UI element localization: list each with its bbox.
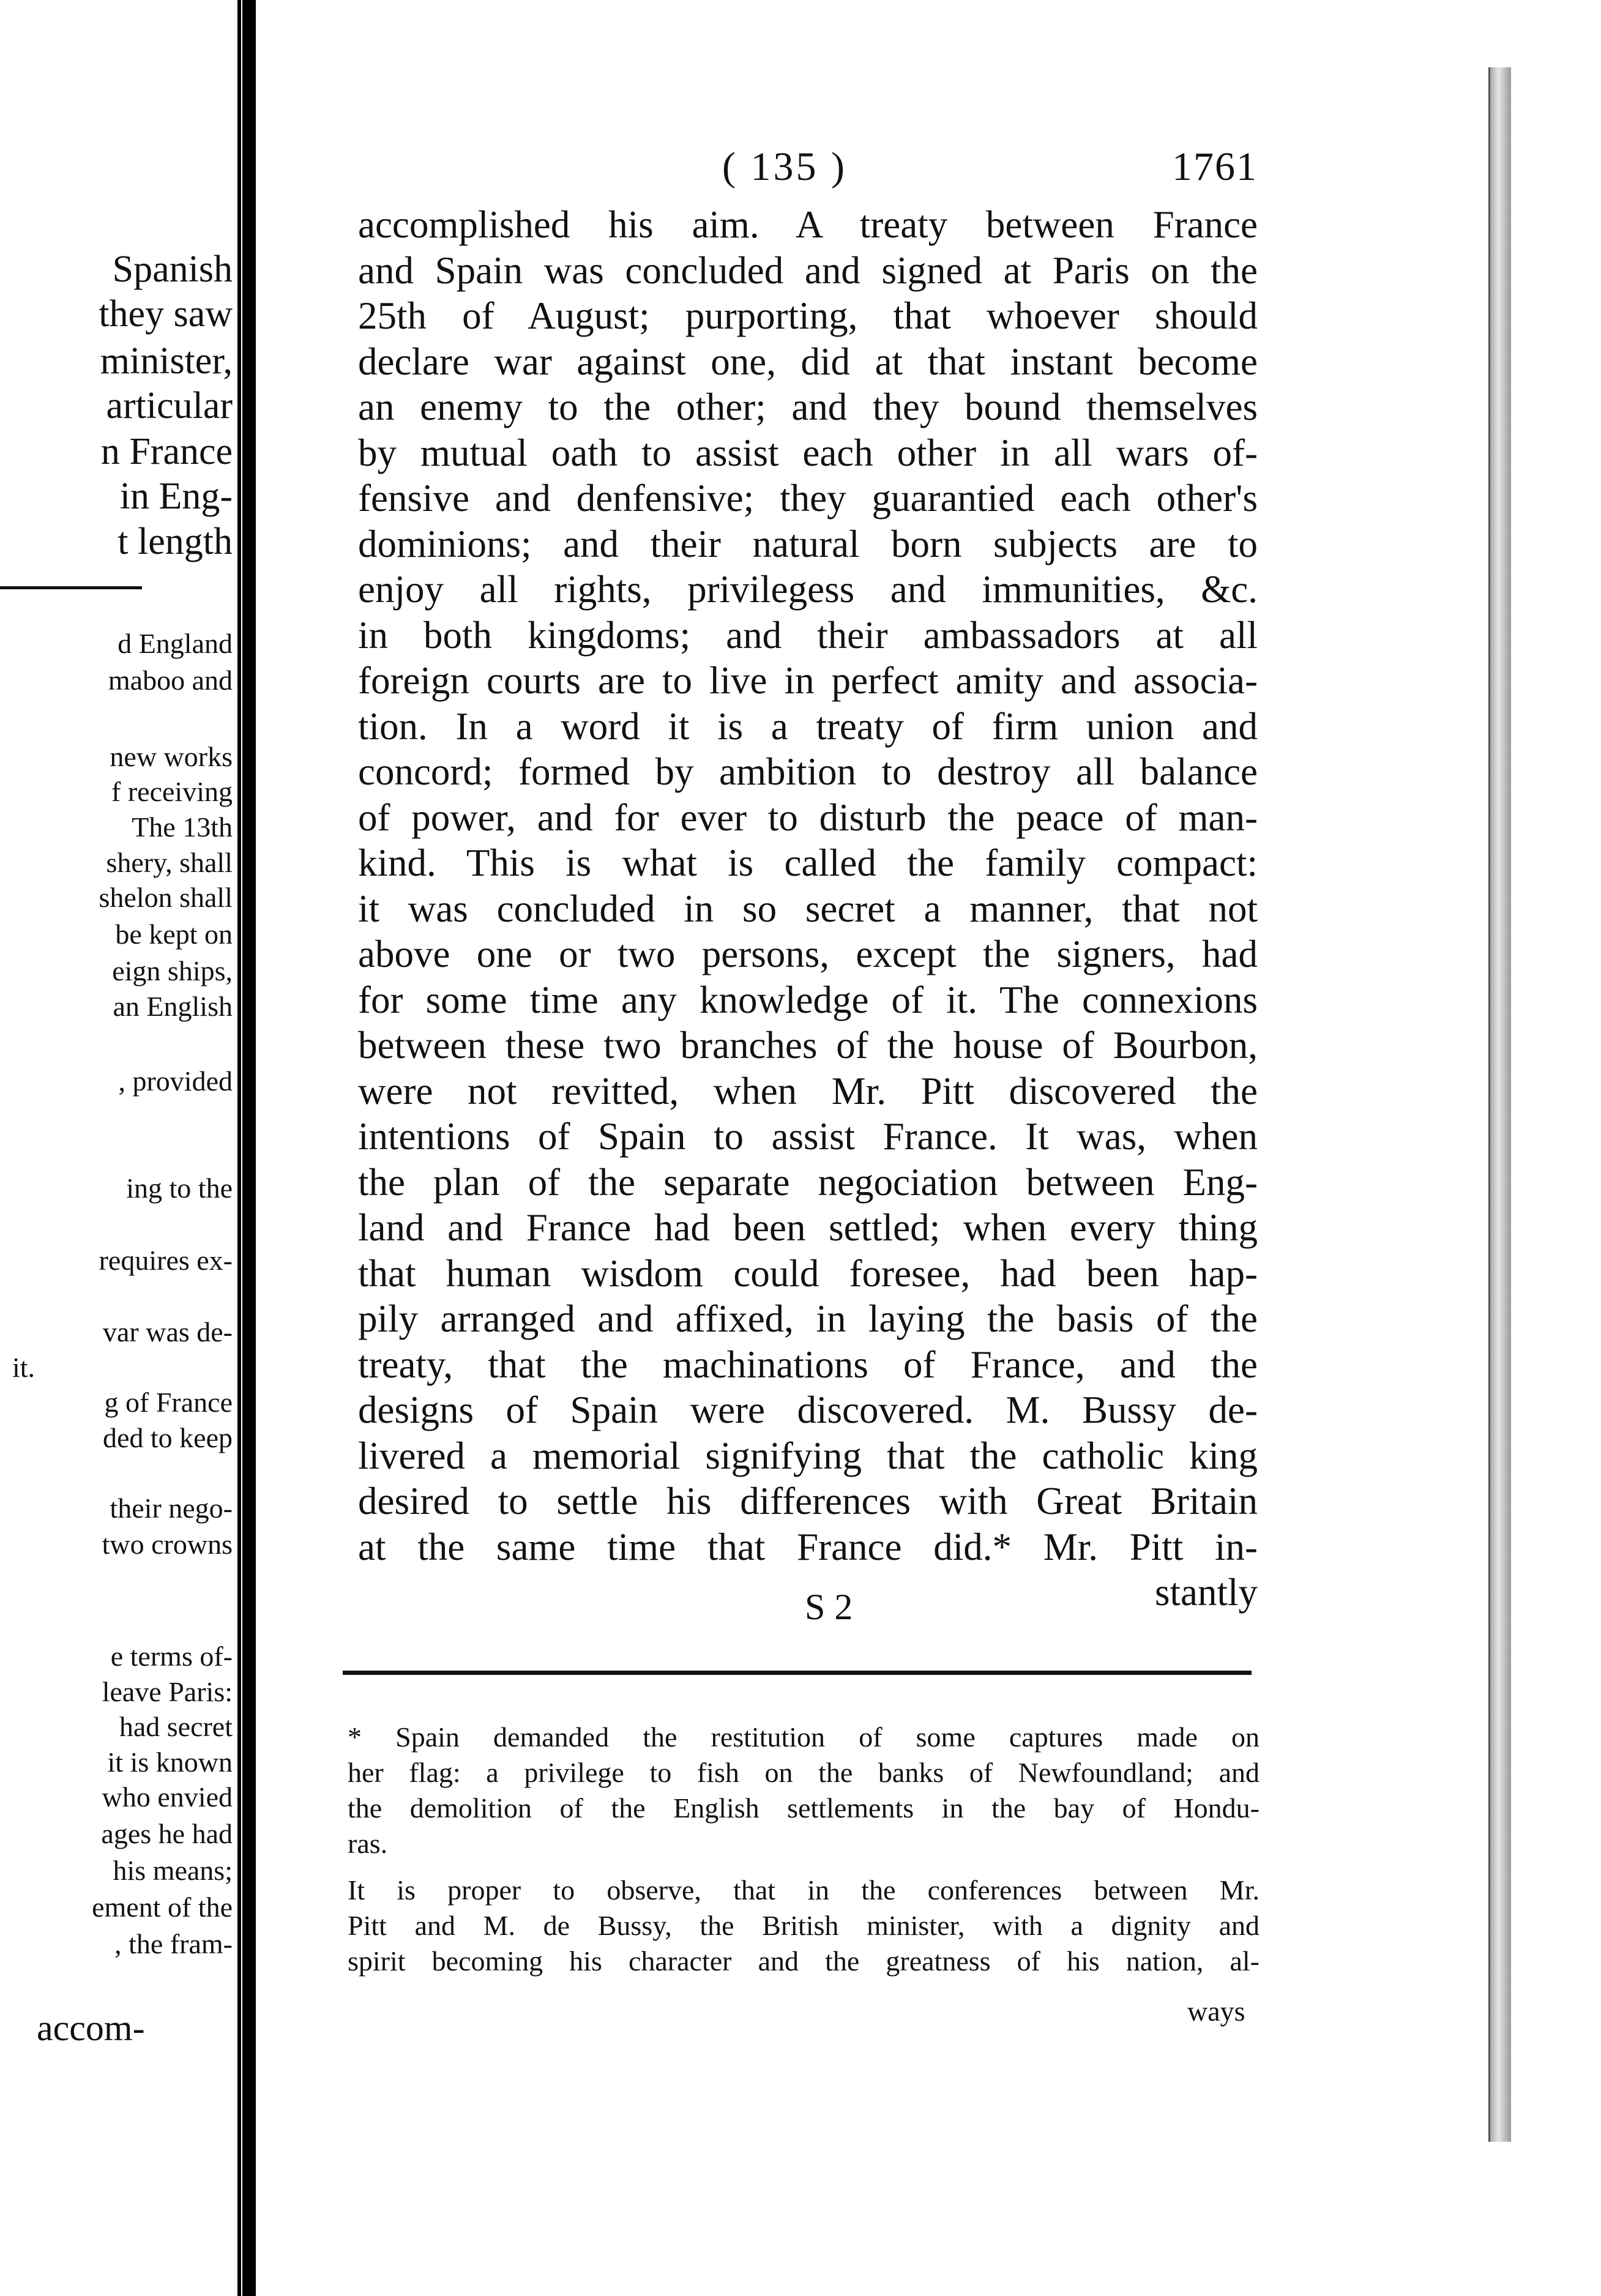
- signature-mark: S 2: [805, 1587, 853, 1627]
- text-line: enjoy all rights, privilegess and immunities, &c.: [358, 568, 1258, 611]
- left-fragment: var was de-: [102, 1316, 233, 1347]
- text-line: dominions; and their natural born subjects are to: [358, 522, 1258, 565]
- text-line: the plan of the separate negociation between Eng-: [358, 1160, 1258, 1204]
- text-line: land and France had been settled; when every thing: [358, 1206, 1258, 1249]
- left-fragment: t length: [118, 521, 233, 562]
- text-line: in both kingdoms; and their ambassadors at all: [358, 613, 1258, 657]
- page-edge: [1488, 67, 1511, 2142]
- text-line: fensive and denfensive; they guarantied each other's: [358, 477, 1258, 520]
- text-line: it was concluded in so secret a manner, that not: [358, 887, 1258, 930]
- running-head: [722, 144, 1258, 199]
- left-fragment: n France: [100, 431, 233, 472]
- left-fragment: be kept on: [115, 919, 233, 950]
- left-fragment: The 13th: [132, 811, 233, 843]
- left-fragment: e terms of-: [110, 1641, 233, 1672]
- left-fragment: f receiving: [111, 776, 233, 807]
- text-line: foreign courts are to live in perfect amity and associa-: [358, 659, 1258, 702]
- left-fragment: in Eng-: [119, 475, 233, 517]
- text-line: intentions of Spain to assist France. It was, when: [358, 1115, 1258, 1158]
- left-fragment: it is known: [107, 1746, 233, 1778]
- text-line: treaty, that the machinations of France, and the: [358, 1343, 1258, 1386]
- left-fragment: two crowns: [102, 1529, 233, 1560]
- text-line: concord; formed by ambition to destroy all balance: [358, 750, 1258, 793]
- footnote-line: Pitt and M. de Bussy, the British minister, with a dignity and: [348, 1910, 1260, 1941]
- left-fragment: , provided: [118, 1065, 233, 1097]
- left-fragment: they saw: [99, 293, 233, 335]
- text-line: desired to settle his differences with Great Britain: [358, 1480, 1258, 1523]
- left-fragment: their nego-: [110, 1493, 233, 1524]
- year-heading: 1761: [1172, 144, 1258, 189]
- gutter-line: [237, 0, 241, 2296]
- left-fragment: Spanish: [112, 248, 233, 290]
- text-line: were not revitted, when Mr. Pitt discovered the: [358, 1069, 1258, 1113]
- catchword-line: stantly: [1155, 1571, 1258, 1614]
- left-fragment: minister,: [100, 340, 233, 382]
- text-line: between these two branches of the house of Bourbon,: [358, 1024, 1258, 1067]
- text-line: livered a memorial signifying that the catholic king: [358, 1434, 1258, 1477]
- page-number: ( 135 ): [722, 144, 847, 189]
- page-gutter: [242, 0, 256, 2296]
- footnote-line: * Spain demanded the restitution of some captures made on: [348, 1721, 1260, 1753]
- text-line: of power, and for ever to disturb the peace of man-: [358, 796, 1258, 839]
- footnote-line: the demolition of the English settlements in the bay of Hondu-: [348, 1792, 1260, 1824]
- left-fragment: ing to the: [126, 1172, 233, 1204]
- text-line: by mutual oath to assist each other in all wars of-: [358, 431, 1258, 474]
- left-fragment: d England: [118, 628, 233, 659]
- left-fragment: who envied: [102, 1781, 233, 1813]
- text-line: that human wisdom could foresee, had been hap-: [358, 1251, 1258, 1295]
- footnote-line: It is proper to observe, that in the conferences between Mr.: [348, 1874, 1260, 1906]
- footnote-line: her flag: a privilege to fish on the banks of Newfoundland; and: [348, 1757, 1260, 1788]
- text-line: an enemy to the other; and they bound themselves: [358, 386, 1258, 428]
- text-line: designs of Spain were discovered. M. Bussy de-: [358, 1388, 1258, 1431]
- footnotes: [348, 1720, 1260, 1979]
- left-fragment: it.: [12, 1352, 35, 1383]
- left-fragment: g of France: [104, 1387, 233, 1418]
- left-fragment: requires ex-: [99, 1245, 233, 1276]
- left-fragment: had secret: [119, 1711, 233, 1742]
- footnote-line: spirit becoming his character and the greatness of his nation, al-: [348, 1945, 1260, 1977]
- text-line: 25th of August; purporting, that whoever should: [358, 294, 1258, 337]
- left-fragment: leave Paris:: [102, 1676, 233, 1707]
- footnote-rule: [343, 1671, 1252, 1675]
- footnote-line: ras.: [348, 1828, 388, 1859]
- text-line: tion. In a word it is a treaty of firm union and: [358, 704, 1258, 748]
- left-catchword: accom-: [37, 2008, 145, 2048]
- left-fragment: new works: [110, 741, 233, 772]
- left-fragment: shelon shall: [99, 882, 233, 913]
- left-fragment: ded to keep: [102, 1422, 233, 1453]
- left-fragment: articular: [106, 385, 233, 427]
- left-fragment: ement of the: [92, 1892, 233, 1923]
- body-text: [358, 202, 1258, 1616]
- footnote-catchword: ways: [1187, 1996, 1245, 2027]
- text-line: kind. This is what is called the family compact:: [358, 841, 1258, 884]
- left-fragment: maboo and: [108, 665, 233, 696]
- left-fragment: , the fram-: [114, 1928, 233, 1959]
- text-line: and Spain was concluded and signed at Paris on the: [358, 248, 1258, 292]
- text-line: declare war against one, did at that instant become: [358, 340, 1258, 383]
- left-fragment: shery, shall: [106, 847, 233, 878]
- left-rule: [0, 586, 142, 589]
- left-fragment: an English: [113, 991, 233, 1022]
- left-fragment: ages he had: [101, 1818, 233, 1849]
- text-line: at the same time that France did.* Mr. Pitt in-: [358, 1525, 1258, 1568]
- text-line: above one or two persons, except the signers, had: [358, 933, 1258, 975]
- left-fragment: his means;: [113, 1855, 233, 1886]
- text-line: accomplished his aim. A treaty between France: [358, 203, 1258, 246]
- text-line: pily arranged and affixed, in laying the basis of the: [358, 1297, 1258, 1340]
- text-line: for some time any knowledge of it. The connexions: [358, 978, 1258, 1021]
- left-fragment: eign ships,: [112, 955, 233, 986]
